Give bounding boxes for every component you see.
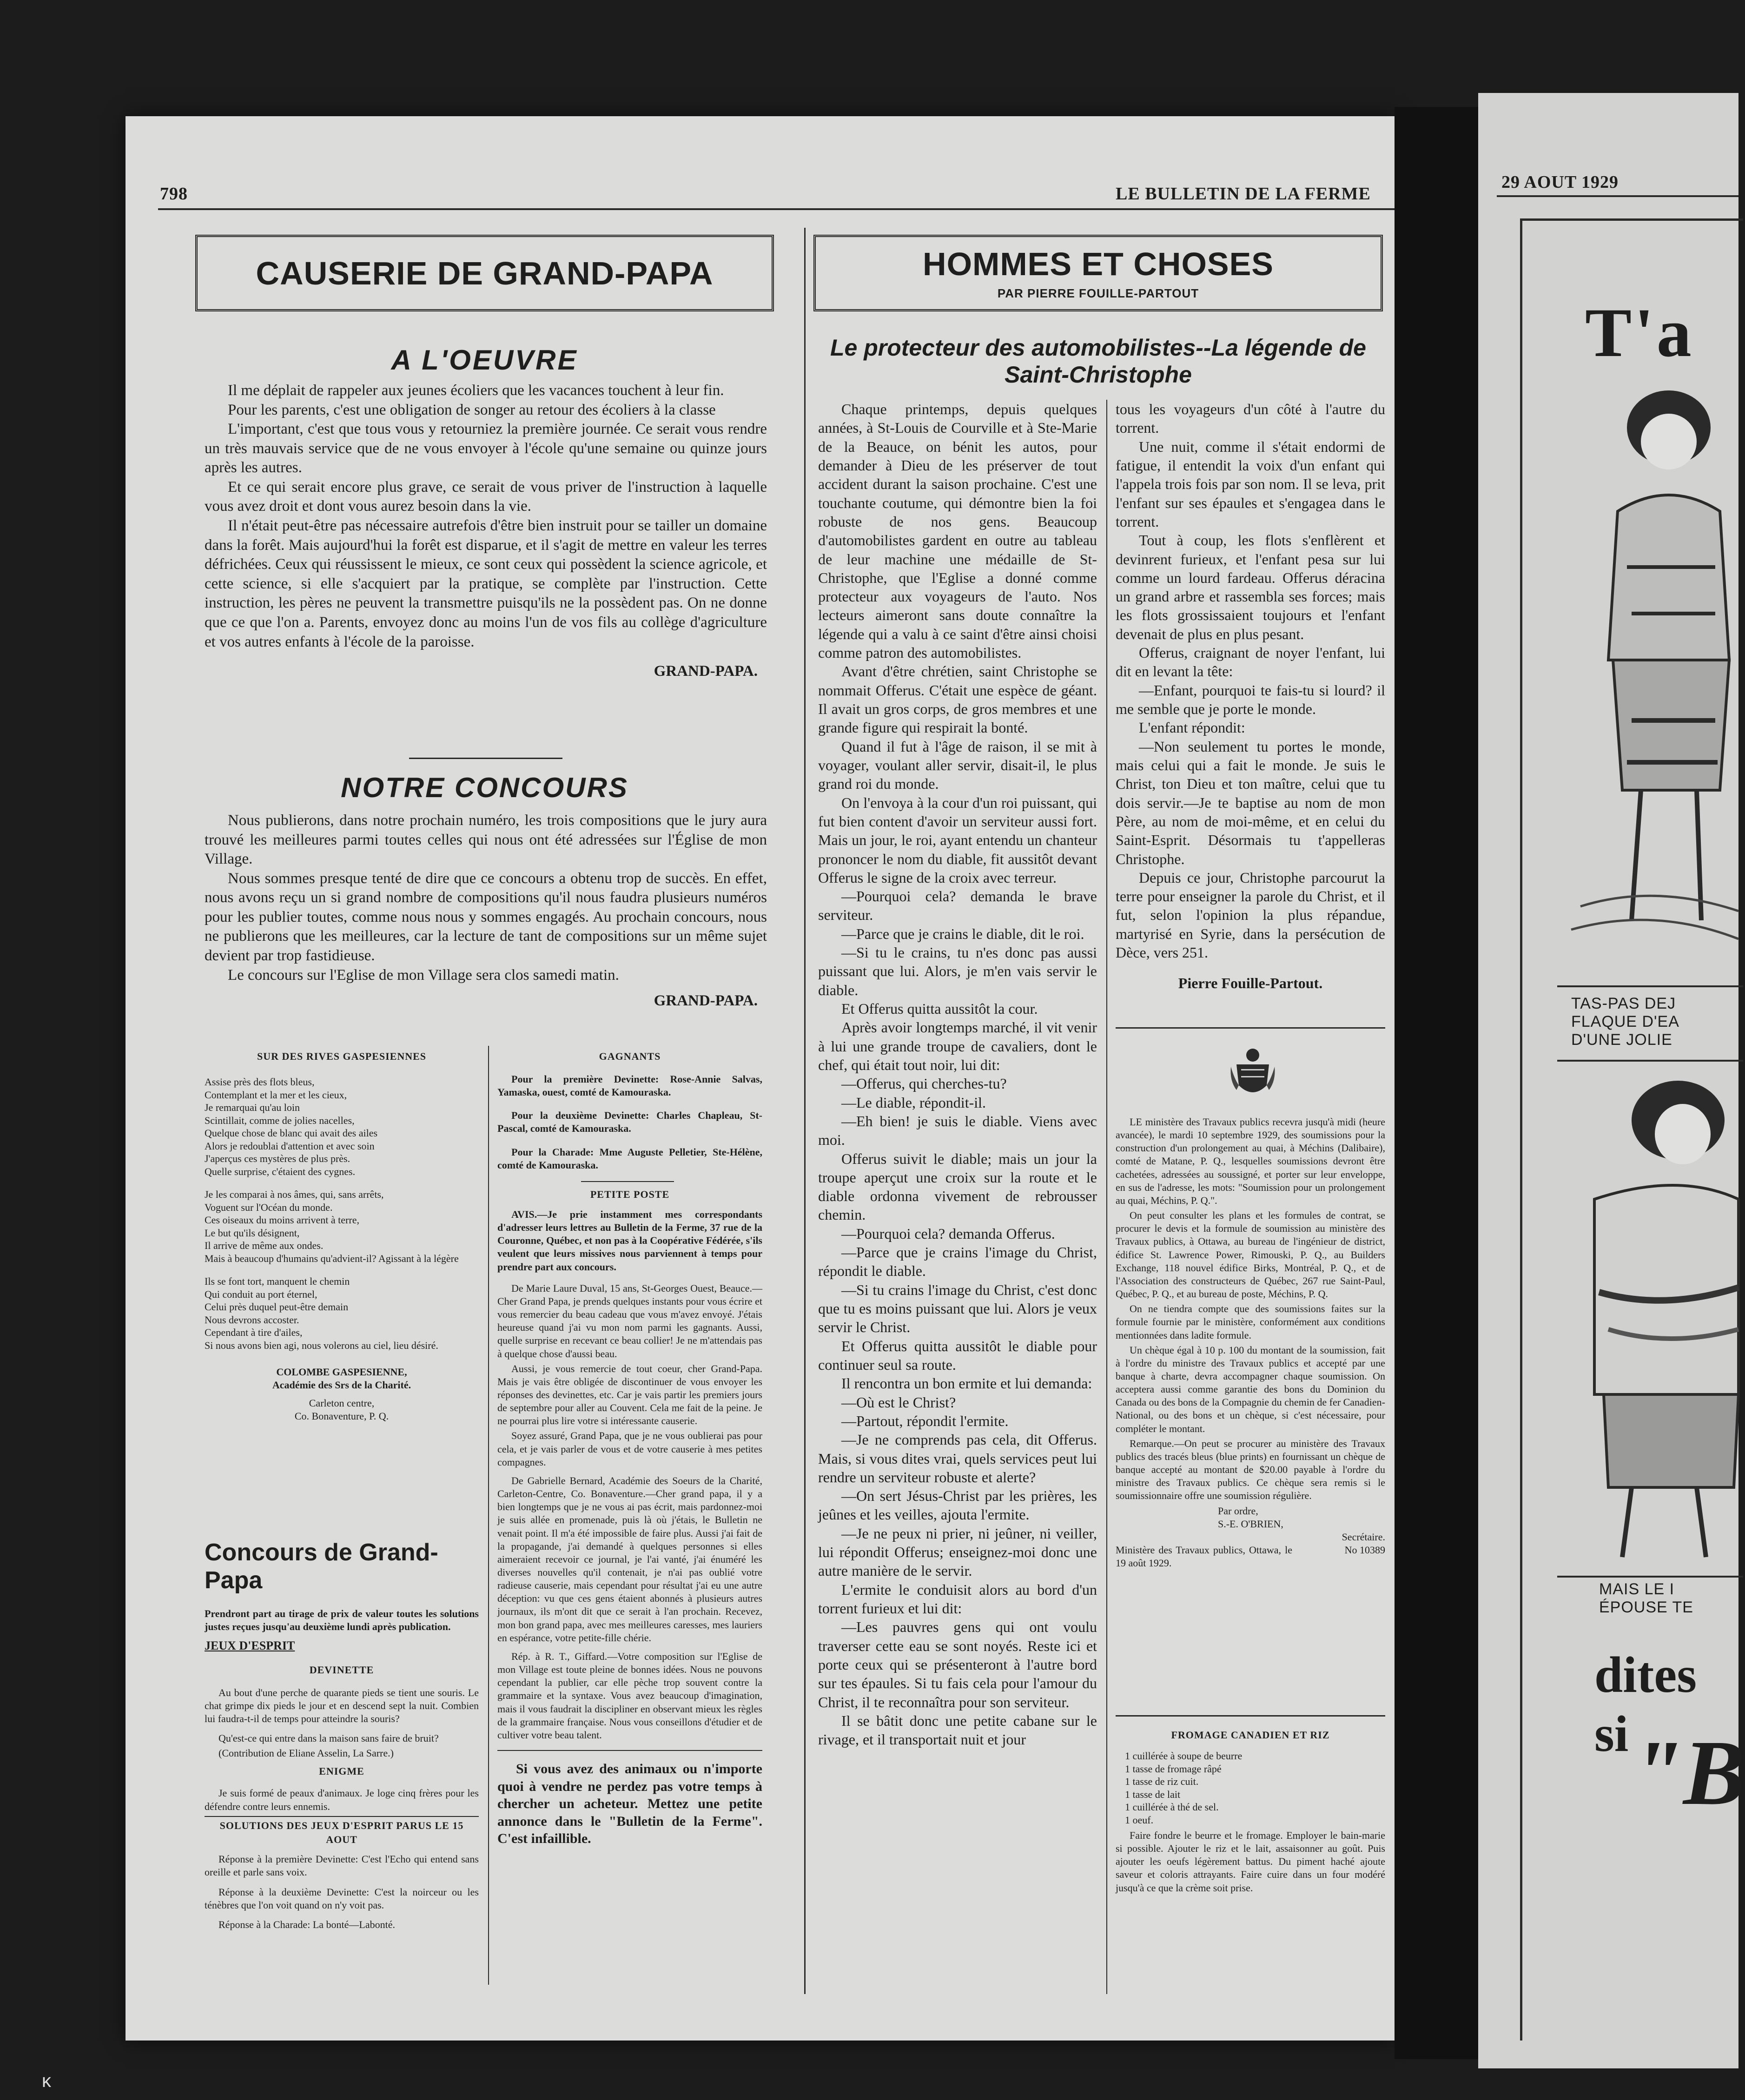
solution-1: Réponse à la première Devinette: C'est l'Echo qui entend sans oreille et parle sans voix. xyxy=(205,1853,479,1878)
paragraph: —Où est le Christ? xyxy=(841,1393,956,1411)
letter: Rép. à R. T., Giffard.—Votre composition sur l'Eglise de mon Village est toute pleine de bonnes idées. Nous ne pouvons cependant la publier, car elle pèche trop souvent contre la grammaire et la syntaxe. Vous avez beaucoup d'imagination, mais il vous faudrait la discipliner en observant mieux les règles de la grammaire française. Nous vous conseillons d'étudier et de cultiver votre beau talent. xyxy=(497,1650,762,1741)
woman-illustration-icon xyxy=(1557,1069,1738,1571)
poem-line: Je remarquai qu'au loin xyxy=(205,1102,300,1113)
panel-rule xyxy=(1557,985,1743,987)
caption-line: ÉPOUSE TE xyxy=(1599,1598,1693,1617)
paragraph: Il me déplait de rappeler aux jeunes écoliers que les vacances touchent à leur fin. xyxy=(228,382,724,399)
devinette-title: DEVINETTE xyxy=(309,1664,374,1676)
enigme-title: ENIGME xyxy=(319,1765,364,1777)
paragraph: —Non seulement tu portes le monde, mais celui qui a fait le monde. Je suis le Christ, ton Dieu et ton maître, celui que tu dois servir.—Je te baptise au nom de mon Père, au nom de moi-même, et en celui du Saint-Esprit. Désormais tu t'appelleras Christophe. xyxy=(1116,738,1385,867)
paragraph: Et ce qui serait encore plus grave, ce serait de vous priver de l'instruction à laquelle vous avez droit et dont vous aurez besoin dans la vie. xyxy=(205,478,767,515)
poem-line: Voguent sur l'Océan du monde. xyxy=(205,1201,333,1213)
paragraph: L'important, c'est que tous vous y retourniez la première journée. Ce serait vous rendre un très mauvais service que de ne vous envoyer à l'école qu'une semaine ou quinze jours après les autres. xyxy=(205,421,767,476)
hommes-title-box xyxy=(813,235,1383,311)
panel-rule xyxy=(1557,1060,1743,1062)
solution-2: Réponse à la deuxième Devinette: C'est la noirceur ou les ténèbres que l'on voit quand on n'y voit pas. xyxy=(205,1886,479,1911)
signature-grand-papa: GRAND-PAPA. xyxy=(654,992,758,1010)
devinette-block xyxy=(205,1686,479,1760)
caption-line: MAIS LE I xyxy=(1599,1580,1675,1598)
ingredient: 1 tasse de riz cuit. xyxy=(1125,1776,1199,1787)
solutions-block xyxy=(205,1853,479,1931)
poem-author: COLOMBE GASPESIENNE, xyxy=(276,1366,407,1378)
gagnant-item: Pour la Charade: Mme Auguste Pelletier, Ste-Hélène, comté de Kamouraska. xyxy=(497,1146,762,1171)
ad-title: T'a xyxy=(1585,294,1694,371)
recette-title: FROMAGE CANADIEN ET RIZ xyxy=(1171,1729,1330,1741)
poem-place: Co. Bonaventure, P. Q. xyxy=(294,1410,389,1422)
paragraph: —Si tu crains l'image du Christ, c'est donc que tu es moins puissant que lui. Alors je veux servir le Christ. xyxy=(818,1281,1097,1336)
ad-quote: "B xyxy=(1632,1722,1745,1824)
devinette-2: Qu'est-ce qui entre dans la maison sans faire de bruit? xyxy=(218,1732,439,1744)
notice-number: No 10389 xyxy=(1344,1544,1385,1556)
caption-line: D'UNE JOLIE xyxy=(1571,1031,1672,1049)
poem-school: Académie des Srs de la Charité. xyxy=(272,1379,411,1391)
solution-3: Réponse à la Charade: La bonté—Labonté. xyxy=(218,1918,395,1930)
paragraph: Il rencontra un bon ermite et lui demanda: xyxy=(841,1375,1092,1392)
header-rule xyxy=(1497,195,1738,197)
hommes-column-2 xyxy=(1116,400,1385,993)
ad-caption xyxy=(1599,1580,1693,1617)
divider xyxy=(1116,1027,1385,1029)
poem-stanza-3 xyxy=(205,1275,479,1352)
ad-caption xyxy=(1571,995,1679,1049)
letter: De Gabrielle Bernard, Académie des Soeurs de la Charité, Carleton-Centre, Co. Bonaventure.—Cher grand papa, il y a bien longtemps que je ne vous ai pas écrit, mais pardonnez-moi je suis allée en promenade, puis là où j'étais, le Bulletin ne venait point. Il m'a été impossible de faire plus. Aussi j'ai fait de la propagande, j'ai demandé à quelques personnes si elles aimeraient recevoir ce journal, je l'ai vanté, j'ai énuméré les diverses nouvelles qu'il contenait, je n'ai pas oublié votre radieuse causerie, mais cependant pour résultat j'ai eu une autre déception: vu que ces gens étaient abonnés à plusieurs autres journaux, ils m'ont dit que ce serait à l'an prochain. Recevez, mon bon grand papa, avec mes meilleures caresses, mes lauriers en espérance, votre petite-fille chérie. xyxy=(497,1474,762,1644)
divider xyxy=(1116,1715,1385,1717)
causerie-title-box xyxy=(195,235,774,311)
poem-line: Assise près des flots bleus, xyxy=(205,1076,315,1088)
poem-line: Alors je redoublai d'attention et avec soin xyxy=(205,1140,375,1152)
divider xyxy=(205,1816,479,1817)
page-number: 798 xyxy=(160,184,188,204)
paragraph: On peut consulter les plans et les formules de contrat, se procurer le devis et la formule de soumission au ministère des Travaux publics, à Ottawa, au bureau de l'ingénieur de district, édifice St. Lawrence Power, Rimouski, P. Q., au Builders Exchange, 118 nouvel édifice Birks, Montréal, P. Q., et de l'Association des constructeurs de Québec, 267 rue Saint-Paul, Québec, P. Q., et au bureau de poste, Méchins, P. Q. xyxy=(1116,1209,1385,1300)
poem-place: Carleton centre, xyxy=(309,1397,375,1409)
poem-line: Nous devrons accoster. xyxy=(205,1314,299,1326)
gagnant-item: Pour la première Devinette: Rose-Annie Salvas, Yamaska, ouest, comté de Kamouraska. xyxy=(497,1073,762,1098)
gagnants-title: GAGNANTS xyxy=(599,1050,661,1062)
paragraph: Offerus suivit le diable; mais un jour la troupe aperçut une croix sur la route et le diable ordonna vivement de rebrousser chemin. xyxy=(818,1150,1097,1223)
paragraph: Depuis ce jour, Christophe parcourut la terre pour enseigner la parole du Christ, et il fut, selon l'opinion la plus répandue, martyrisé en Syrie, dans la persécution de Dèce, vers 251. xyxy=(1116,869,1385,961)
paragraph: —Le diable, répondit-il. xyxy=(841,1094,986,1111)
poem-line: Celui près duquel peut-être demain xyxy=(205,1301,349,1313)
poem-block xyxy=(205,1050,479,1422)
divider xyxy=(409,758,562,759)
paragraph: —Eh bien! je suis le diable. Viens avec moi. xyxy=(818,1112,1097,1149)
paper-name: LE BULLETIN DE LA FERME xyxy=(1116,184,1371,204)
panel-rule xyxy=(1557,1576,1743,1578)
paragraph: —Pourquoi cela? demanda Offerus. xyxy=(841,1225,1055,1242)
concours-block xyxy=(205,1539,479,1933)
poem-stanza-1 xyxy=(205,1076,479,1178)
place-date: Ministère des Travaux publics, Ottawa, le 19 août 1929. xyxy=(1116,1544,1292,1569)
coat-of-arms-icon xyxy=(1227,1046,1278,1102)
recette-block xyxy=(1116,1729,1385,1896)
poem-line: Quelle surprise, c'étaient des cygnes. xyxy=(205,1165,356,1177)
paragraph: —Parce que je crains l'image du Christ, répondit le diable. xyxy=(818,1244,1097,1280)
newspaper-page xyxy=(126,116,1395,2041)
hommes-byline: PAR PIERRE FOUILLE-PARTOUT xyxy=(997,286,1199,300)
par-ordre: Par ordre, xyxy=(1218,1505,1258,1517)
paragraph: On l'envoya à la cour d'un roi puissant, qui fut bien content d'avoir un serviteur aussi fort. Mais un jour, le roi, ayant entendu un chanteur prononcer le nom du diable, fit aussitôt devant Offerus le signe de la croix avec terreur. xyxy=(818,794,1097,886)
paragraph: Avant d'être chrétien, saint Christophe se nommait Offerus. C'était une espèce de géant. Il avait un gros corps, de gros membres et une grande figure qui respirait la bonté. xyxy=(818,663,1097,736)
paragraph: L'ermite le conduisit alors au bord d'un torrent furieux et lui dit: xyxy=(818,1581,1097,1617)
ad-slogan: dites si xyxy=(1594,1646,1697,1762)
poem-line: Cependant à tire d'ailes, xyxy=(205,1327,303,1338)
paragraph: —Enfant, pourquoi te fais-tu si lourd? il me semble que je porte le monde. xyxy=(1116,681,1385,717)
concours-article xyxy=(205,811,767,1011)
paragraph: Une nuit, comme il s'était endormi de fatigue, il entendit la voix d'un enfant qui l'appela trois fois par son nom. Il se leva, prit l'enfant sur ses épaules et s'engagea dans le torrent. xyxy=(1116,438,1385,530)
petite-poste-title: PETITE POSTE xyxy=(590,1188,670,1200)
paragraph: LE ministère des Travaux publics recevra jusqu'à midi (heure avancée), le mardi 10 septembre 1929, des soumissions pour la construction d'un prolongement au quai, à Méchins (Dalibaire), comté de Matane, P. Q., lesquelles soumissions devront être cachetées, adressées au soussigné, et porter sur leur enveloppe, en sus de l'adresse, les mots: "Soumission pour un prolongement au quai, Méchins, P. Q.". xyxy=(1116,1116,1385,1206)
paragraph: Après avoir longtemps marché, il vit venir à lui une grande troupe de cavaliers, dont le chef, qui était tout noir, lui dit: xyxy=(818,1019,1097,1073)
poem-line: Scintillait, comme de jolies nacelles, xyxy=(205,1114,355,1126)
paragraph: —Les pauvres gens qui ont voulu traverser cette eau se sont noyés. Reste ici et porte ceux qui se présenteront à l'autre bord sur tes épaules. Si tu fais cela pour l'amour du Christ, il te reconnaîtra pour son serviteur. xyxy=(818,1618,1097,1710)
recette-instructions xyxy=(1116,1829,1385,1895)
paragraph: Pour les parents, c'est une obligation de songer au retour des écoliers à la classe xyxy=(228,401,716,418)
signature-grand-papa: GRAND-PAPA. xyxy=(654,663,758,680)
paragraph: Faire fondre le beurre et le fromage. Employer le bain-marie si possible. Ajouter le riz et le lait, assaisonner au goût. Puis ajouter les oeufs légèrement battus. Du piment haché ajoute saveur et coloris attrayants. Faire cuire dans un four modéré jusqu'à ce que la crème soit prise. xyxy=(1116,1829,1385,1894)
gagnants-block xyxy=(497,1050,762,1848)
devinette-1: Au bout d'une perche de quarante pieds se tient une souris. Le chat grimpe dix pieds le jour et en descend sept la nuit. Combien lui faudra-t-il de temps pour atteindre la souris? xyxy=(205,1686,479,1724)
signer-name: S.-E. O'BRIEN, xyxy=(1218,1518,1283,1530)
paragraph: —Offerus, qui cherches-tu? xyxy=(841,1075,1007,1092)
avis: AVIS.—Je prie instamment mes correspondants d'adresser leurs lettres au Bulletin de la Ferme, 37 rue de la Couronne, Québec, et non pas à la Coopérative Fédérée, s'ils veulent que leurs missives nous parviennent à temps pour prendre part aux concours. xyxy=(497,1208,762,1273)
place-date-row xyxy=(1116,1544,1385,1570)
ingredient: 1 oeuf. xyxy=(1125,1814,1154,1826)
paragraph: —Parce que je crains le diable, dit le roi. xyxy=(841,925,1084,942)
paragraph: Il n'était peut-être pas nécessaire autrefois d'être bien instruit pour se tailler un domaine dans la forêt. Mais aujourd'hui la forêt est disparue, et il s'agit de mettre en valeur les terres défrichées. Ceux qui réussissent le mieux, ce sont ceux qui possèdent la science agricole, et cette science, si elle s'acquiert par la pratique, se complète par l'instruction. Cette instruction, les pères ne peuvent la transmettre puisqu'ils ne la possèdent pas. On ne donne que ce que l'on a. Parents, envoyez donc au moins l'un de vos fils au collège d'agriculture et vos autres enfants à l'école de la paroisse. xyxy=(205,517,767,650)
poem-line: Si nous avons bien agi, nous volerons au ciel, lieu désiré. xyxy=(205,1339,438,1351)
paragraph: Nous publierons, dans notre prochain numéro, les trois compositions que le jury aura trouvé les meilleures parmi toutes celles qui nous ont été adressées sur l'Église de mon Village. xyxy=(205,812,767,868)
hommes-title: HOMMES ET CHOSES xyxy=(923,246,1274,282)
corner-marker: ĸ xyxy=(42,2071,51,2091)
paragraph: —Partout, répondit l'ermite. xyxy=(841,1412,1009,1429)
letter: Aussi, je vous remercie de tout coeur, cher Grand-Papa. Mais je vais être obligée de discontinuer de vous envoyer les réponses des devinettes, etc. Car je vais partir les premiers jours de septembre pour aller au Couvent. Cela me fait de la peine. Je ne pourrai plus lire votre si intéressante causerie. xyxy=(497,1362,762,1427)
paragraph: Remarque.—On peut se procurer au ministère des Travaux publics des tracés bleus (blue prints) en fournissant un chèque de banque accepté au montant de $20.00 payable à l'ordre du ministre des Travaux publics. Ce chèque sera remis si le soumissionnaire offre une soumission régulière. xyxy=(1116,1437,1385,1502)
paragraph: —Si tu le crains, tu n'es donc pas aussi puissant que lui. Alors, je m'en vais servir le diable. xyxy=(818,944,1097,998)
ingredient: 1 cuillérée à soupe de beurre xyxy=(1125,1750,1243,1762)
poem-line: J'aperçus ces mystères de plus près. xyxy=(205,1153,350,1164)
solutions-title: SOLUTIONS DES JEUX D'ESPRIT PARUS LE 15 AOUT xyxy=(219,1819,464,1846)
poem-line: Mais à beaucoup d'humains qu'advient-il? Agissant à la légère xyxy=(205,1252,459,1264)
paragraph: Et Offerus quitta aussitôt la cour. xyxy=(841,1000,1038,1017)
letter: De Marie Laure Duval, 15 ans, St-Georges Ouest, Beauce.—Cher Grand Papa, je prends quelques instants pour vous écrire et vous remercier du beau cadeau que vous m'avez envoyé. J'étais heureuse quand j'ai vu mon nom parmi les gagnants. Aussi, quelle surprise en recevant ce beau collier! Je ne m'attendais pas à quelque chose d'aussi beau. xyxy=(497,1282,762,1360)
paragraph: L'enfant répondit: xyxy=(1139,719,1245,736)
divider xyxy=(497,1750,762,1751)
column-rule xyxy=(488,1046,489,1985)
poem-line: Je les comparai à nos âmes, qui, sans arrêts, xyxy=(205,1189,384,1200)
oeuvre-article xyxy=(205,381,767,681)
ad-border xyxy=(1520,218,1522,2041)
petite-poste-text xyxy=(497,1208,762,1742)
page-date: 29 AOUT 1929 xyxy=(1501,172,1619,192)
enigme-text: Je suis formé de peaux d'animaux. Je loge cinq frères pour les défendre contre leurs ennemis. xyxy=(205,1787,479,1812)
concours-intro: Prendront part au tirage de prix de valeur toutes les solutions justes reçues jusqu'au deuxième lundi après publication. xyxy=(205,1608,479,1633)
caption-line: TAS-PAS DEJ xyxy=(1571,995,1676,1012)
header-rule xyxy=(158,208,1520,210)
poem-line: Qui conduit au port éternel, xyxy=(205,1288,317,1300)
paragraph: tous les voyageurs d'un côté à l'autre du torrent. xyxy=(1116,401,1385,436)
page-gutter xyxy=(1395,107,1478,2059)
gagnants-list xyxy=(497,1073,762,1172)
poem-line: Le but qu'ils désignent, xyxy=(205,1227,300,1239)
paragraph: On ne tiendra compte que des soumissions faites sur la formule fournie par le ministère, conformément aux conditions mentionnées dans ladite formule. xyxy=(1116,1303,1385,1341)
adjacent-page xyxy=(1478,93,1745,2068)
ingredient: 1 tasse de fromage râpé xyxy=(1125,1763,1222,1775)
divider xyxy=(581,1181,674,1182)
enigme-block xyxy=(205,1787,479,1813)
devinette-credit: (Contribution de Eliane Asselin, La Sarre.) xyxy=(218,1747,394,1759)
ingredient: 1 cuillérée à thé de sel. xyxy=(1125,1801,1219,1813)
woman-illustration-icon xyxy=(1562,372,1738,976)
petite-annonce-ad: Si vous avez des animaux ou n'importe quoi à vendre ne perdez pas votre temps à chercher un acheteur. Mettez une petite annonce dans le "Bulletin de la Ferme". C'est infaillible. xyxy=(497,1761,762,1847)
jeux-title: JEUX D'ESPRIT xyxy=(205,1639,295,1653)
section-title-oeuvre: A L'OEUVRE xyxy=(391,344,578,376)
poem-line: Ces oiseaux du moins arrivent à terre, xyxy=(205,1214,359,1226)
ministere-notice xyxy=(1116,1116,1385,1570)
paragraph: Offerus, craignant de noyer l'enfant, lui dit en levant la tête: xyxy=(1116,644,1385,680)
paragraph: Il se bâtit donc une petite cabane sur le rivage, et il transportait nuit et jour xyxy=(818,1712,1097,1748)
causerie-title: CAUSERIE DE GRAND-PAPA xyxy=(256,255,714,291)
hommes-headline: Le protecteur des automobilistes--La légende de Saint-Christophe xyxy=(830,335,1366,388)
poem-stanza-2 xyxy=(205,1188,479,1265)
paragraph: —On sert Jésus-Christ par les prières, les jeûnes et les veilles, ajouta l'ermite. xyxy=(818,1487,1097,1523)
column-rule xyxy=(1106,400,1107,1994)
poem-line: Il arrive de même aux ondes. xyxy=(205,1240,324,1251)
poem-line: Quelque chose de blanc qui avait des ailes xyxy=(205,1127,378,1139)
signature-fouille-partout: Pierre Fouille-Partout. xyxy=(1178,975,1323,992)
paragraph: —Je ne peux ni prier, ni jeûner, ni veiller, lui répondit Offerus; enseignez-moi donc une autre manière de le servir. xyxy=(818,1525,1097,1579)
paragraph: Un chèque égal à 10 p. 100 du montant de la soumission, fait à l'ordre du ministre des Travaux publics et accepté par une banque à charte, devra accompagner chaque soumission. On acceptera aussi comme garantie des bons du Dominion du Canada ou des bons de la Compagnie du chemin de fer Canadien-National, ou des bons et un chèque, si c'est nécessaire, pour compléter le montant. xyxy=(1116,1344,1385,1434)
paragraph: Chaque printemps, depuis quelques années, à St-Louis de Courville et à Ste-Marie de la Beauce, on bénit les autos, pour demander à Dieu de les préserver de tout accident durant la saison prochaine. C'est une touchante coutume, qui démontre bien la foi robuste de nos gens. Beaucoup d'automobilistes gardent en outre au tableau de leur machine une médaille de St-Christophe, que l'Eglise a donné comme protecteur aux voyageurs de l'auto. Nos lecteurs aimeront sans doute connaître la légende qui a valu à ce saint d'être ainsi choisi comme patron des automobilistes. xyxy=(818,401,1097,661)
ingredient: 1 tasse de lait xyxy=(1125,1788,1181,1800)
section-title-concours: NOTRE CONCOURS xyxy=(341,772,628,803)
gagnant-item: Pour la deuxième Devinette: Charles Chapleau, St-Pascal, comté de Kamouraska. xyxy=(497,1109,762,1135)
paragraph: Et Offerus quitta aussitôt le diable pour continuer seul sa route. xyxy=(818,1337,1097,1373)
paragraph: Tout à coup, les flots s'enflèrent et devinrent furieux, et l'enfant pesa sur lui comme un lourd fardeau. Offerus déracina un grand arbre et rassembla ses forces; mais les flots grossissaient toujours et l'enfant devenait de plus en plus pesant. xyxy=(1116,532,1385,642)
hommes-column-1 xyxy=(818,400,1097,1749)
concours-title: Concours de Grand-Papa xyxy=(205,1539,438,1594)
ingredients-list xyxy=(1116,1750,1385,1826)
paragraph: Nous sommes presque tenté de dire que ce concours a obtenu trop de succès. En effet, nous avons reçu un si grand nombre de compositions qu'il nous faudra plusieurs numéros pour les publier toutes, comme nous nous y sommes engagés. Au prochain concours, nous ne publierons que les meilleures, car la lecture de tant de compositions sur un même sujet devient par trop fastidieuse. xyxy=(205,870,767,964)
signer-title: Secrétaire. xyxy=(1342,1531,1385,1543)
ad-border xyxy=(1520,218,1743,221)
caption-line: FLAQUE D'EA xyxy=(1571,1013,1679,1031)
column-rule xyxy=(804,228,806,1994)
letter: Soyez assuré, Grand Papa, que je ne vous oublierai pas pour cela, et je vais parler de vous et de votre causerie à mes petites compagnes. xyxy=(497,1430,762,1468)
paragraph: —Pourquoi cela? demanda le brave serviteur. xyxy=(818,888,1097,924)
poem-line: Contemplant et la mer et les cieux, xyxy=(205,1089,347,1101)
paragraph: Quand il fut à l'âge de raison, il se mit à voyager, voulant aller servir, disait-il, le plus grand roi du monde. xyxy=(818,738,1097,792)
poem-title: SUR DES RIVES GASPESIENNES xyxy=(257,1050,427,1062)
poem-line: Ils se font tort, manquent le chemin xyxy=(205,1275,350,1287)
paragraph: Le concours sur l'Eglise de mon Village sera clos samedi matin. xyxy=(228,966,619,984)
paragraph: —Je ne comprends pas cela, dit Offerus. Mais, si vous dites vrai, quels services peut lui rendre un serviteur robuste et alerte? xyxy=(818,1431,1097,1486)
